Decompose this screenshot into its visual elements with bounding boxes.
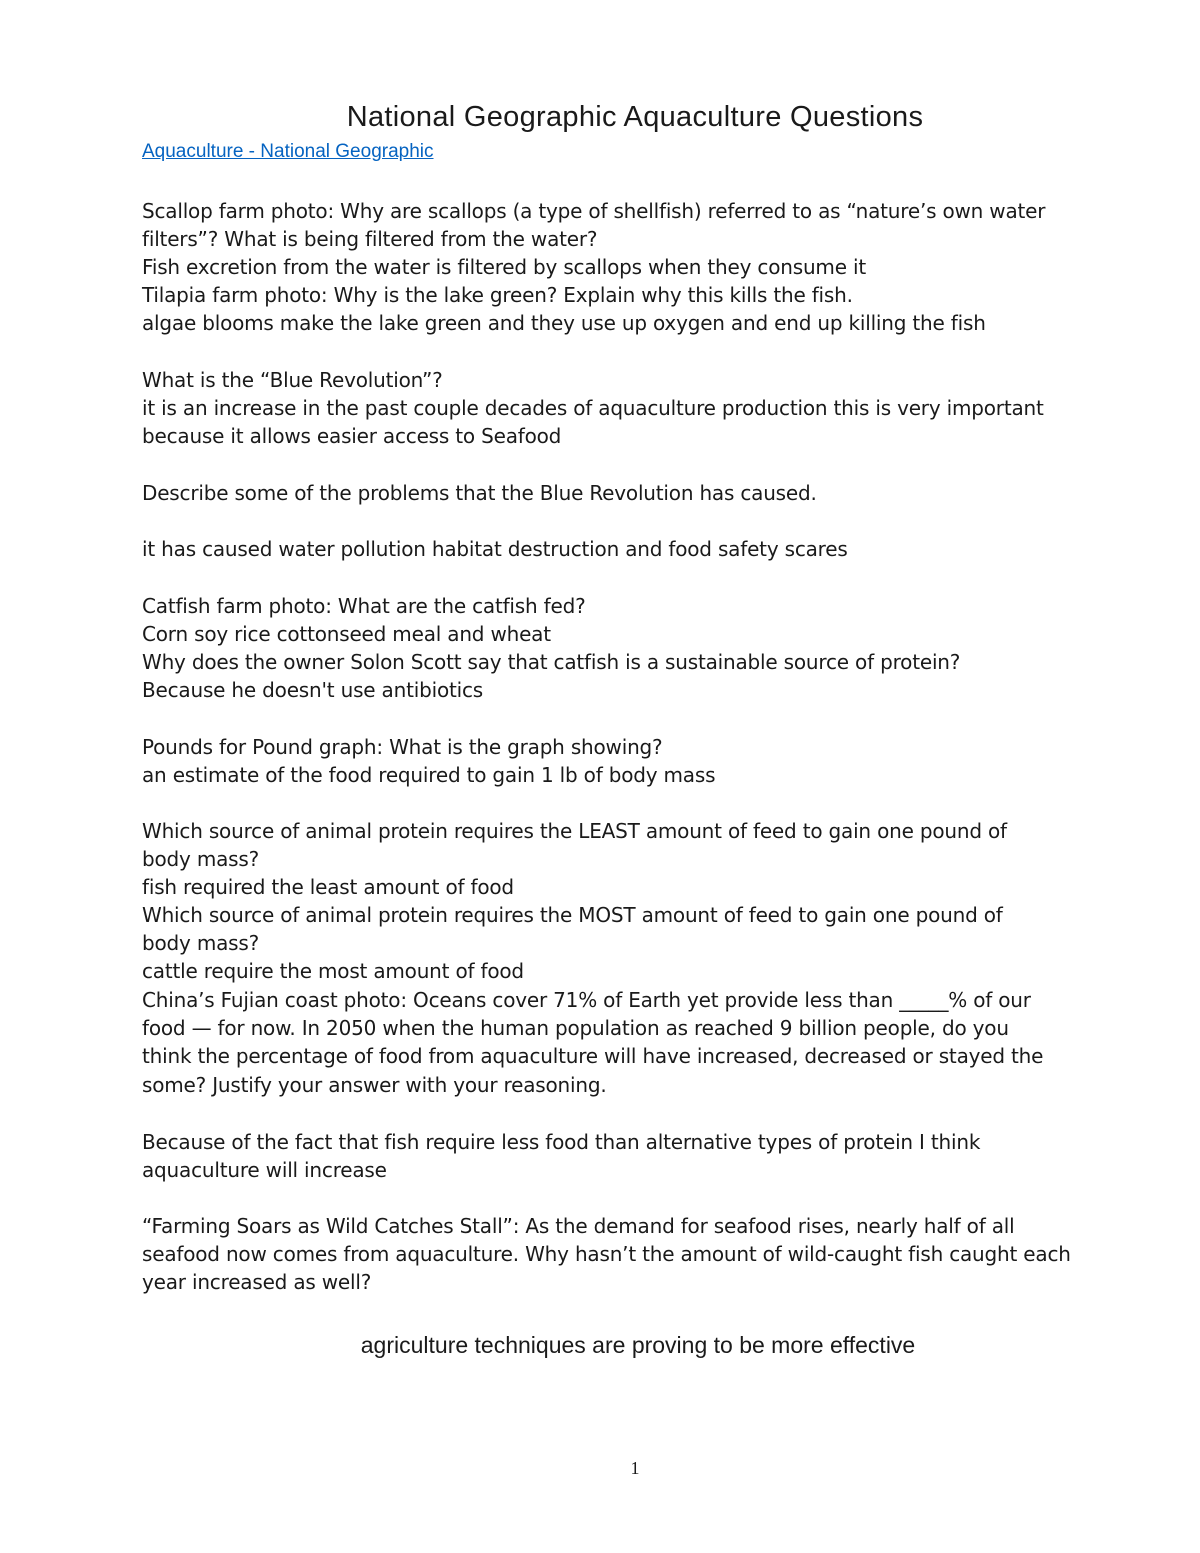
- text-line: Scallop farm photo: Why are scallops (a type of shellfish) referred to as “nature’s own water: [142, 199, 1046, 223]
- text-line: What is the “Blue Revolution”?: [142, 368, 443, 392]
- aquaculture-link[interactable]: Aquaculture - National Geographic: [142, 141, 434, 162]
- page-title: National Geographic Aquaculture Questions: [346, 101, 924, 133]
- text-line: aquaculture will increase: [142, 1158, 387, 1182]
- text-line: Describe some of the problems that the Blue Revolution has caused.: [142, 481, 817, 505]
- text-line: filters”? What is being filtered from the water?: [142, 227, 598, 251]
- text-line: “Farming Soars as Wild Catches Stall”: As the demand for seafood rises, nearly half of all: [142, 1214, 1015, 1238]
- text-line: Corn soy rice cottonseed meal and wheat: [142, 622, 551, 646]
- text-line: Catfish farm photo: What are the catfish fed?: [142, 594, 586, 618]
- text-line: because it allows easier access to Seafood: [142, 424, 562, 448]
- text-line: Why does the owner Solon Scott say that catfish is a sustainable source of protein?: [142, 650, 961, 674]
- text-line: food — for now. In 2050 when the human population as reached 9 billion people, do you: [142, 1016, 1009, 1040]
- text-line: an estimate of the food required to gain 1 lb of body mass: [142, 763, 716, 787]
- text-line: seafood now comes from aquaculture. Why hasn’t the amount of wild-caught fish caught each: [142, 1242, 1071, 1266]
- text-line: it has caused water pollution habitat destruction and food safety scares: [142, 537, 848, 561]
- text-line: fish required the least amount of food: [142, 875, 514, 899]
- page-number: 1: [630, 1458, 640, 1478]
- text-line: Because he doesn't use antibiotics: [142, 678, 483, 702]
- text-line: Pounds for Pound graph: What is the graph showing?: [142, 735, 663, 759]
- text-line: body mass?: [142, 931, 260, 955]
- text-line: Fish excretion from the water is filtered by scallops when they consume it: [142, 255, 866, 279]
- text-line: it is an increase in the past couple decades of aquaculture production this is very important: [142, 396, 1044, 420]
- text-line: algae blooms make the lake green and they use up oxygen and end up killing the fish: [142, 311, 986, 335]
- text-line: year increased as well?: [142, 1270, 372, 1294]
- text-line: Which source of animal protein requires the LEAST amount of feed to gain one pound of: [142, 819, 1007, 843]
- text-line: Because of the fact that fish require less food than alternative types of protein I think: [142, 1130, 981, 1154]
- text-line: body mass?: [142, 847, 260, 871]
- text-line: China’s Fujian coast photo: Oceans cover 71% of Earth yet provide less than _____% of our: [142, 988, 1031, 1012]
- text-line: some? Justify your answer with your reasoning.: [142, 1073, 607, 1097]
- final-answer: agriculture techniques are proving to be more effective: [360, 1332, 916, 1358]
- text-line: think the percentage of food from aquaculture will have increased, decreased or stayed the: [142, 1044, 1044, 1068]
- text-line: cattle require the most amount of food: [142, 959, 524, 983]
- text-line: Tilapia farm photo: Why is the lake green? Explain why this kills the fish.: [142, 283, 853, 307]
- text-line: Which source of animal protein requires the MOST amount of feed to gain one pound of: [142, 903, 1003, 927]
